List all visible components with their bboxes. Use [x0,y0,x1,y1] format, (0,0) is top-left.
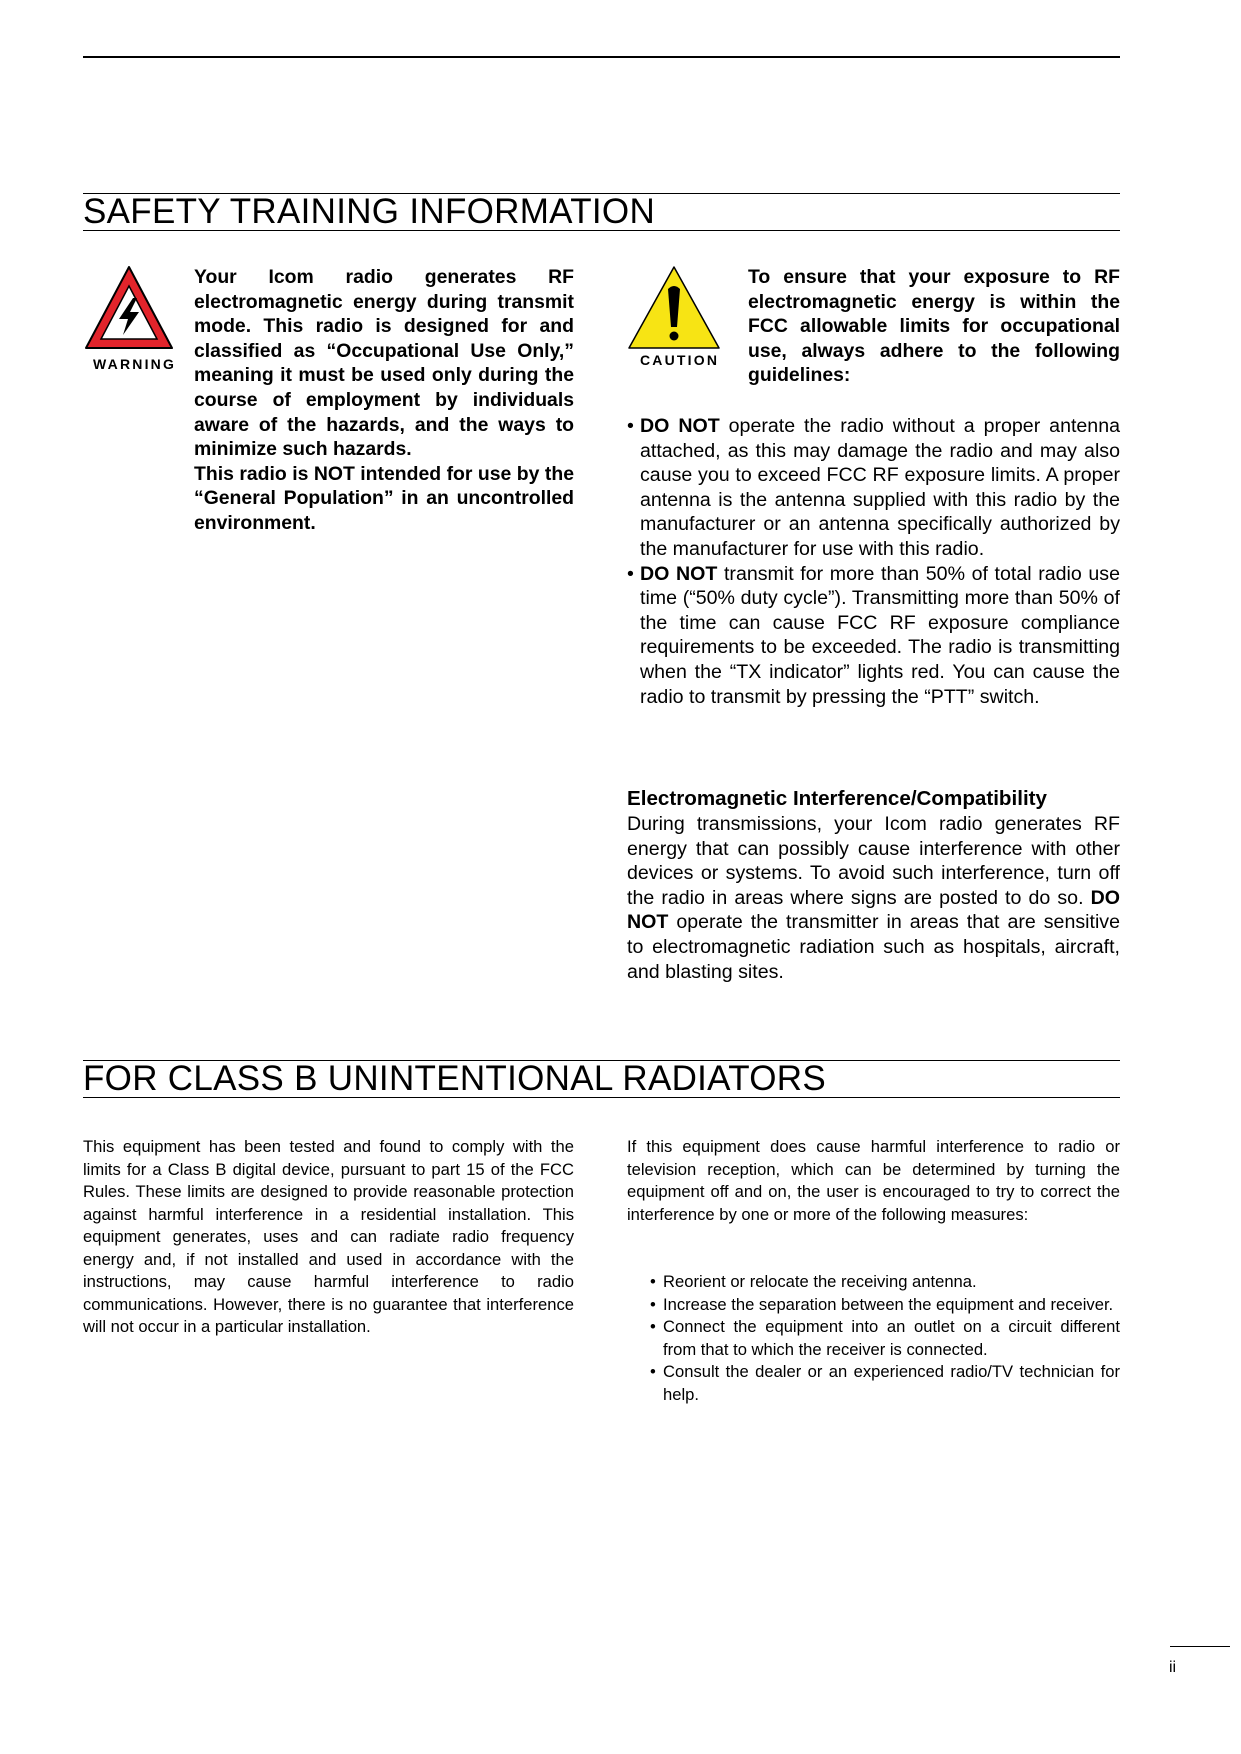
caution-label: CAUTION [640,352,720,368]
caution-icon [626,264,722,352]
top-rule [83,56,1120,58]
bullet-text: operate the radio without a proper antenna attached, as this may damage the radio and may also cause you to exceed FCC RF exposure limits. A proper antenna is the antenna supplied with this radio by the manufacturer or an antenna specifically authorized by the manufacturer for use with this radio. [640,415,1121,560]
warning-label: WARNING [93,356,177,372]
measure-text: Increase the separation between the equipment and receiver. [663,1294,1114,1314]
do-not-emphasis: DO NOT [627,886,1120,934]
class-b-measures [650,1271,1120,1406]
measure-text: Reorient or relocate the receiving antenna. [663,1272,977,1291]
emi-text: operate the transmitter in areas that are sensitive to electromagnetic radiation such as hospitals, aircraft, and blasting sites. [627,911,1120,983]
warning-icon [83,264,175,352]
list-item: • Consult the dealer or an experienced radio/TV technician for help. [650,1362,1120,1404]
emi-heading: Electromagnetic Interference/Compatibility [627,787,1047,810]
warning-text [194,265,574,536]
page-number: ii [1169,1659,1177,1676]
do-not-emphasis: DO NOT [640,562,718,585]
caution-intro: To ensure that your exposure to RF electromagnetic energy is within the FCC allowable limits for occupational use, always adhere to the following guidelines: [748,266,1120,387]
class-b-right-paragraph: If this equipment does cause harmful interference to radio or television reception, which can be determined by turning the equipment off and on, the user is encouraged to try to correct the interference by one or more of the following measures: [627,1137,1120,1224]
warning-paragraph: This radio is NOT intended for use by the “General Population” in an uncontrolled environment. [194,462,574,534]
class-b-section-title: FOR CLASS B UNINTENTIONAL RADIATORS [83,1060,1120,1098]
measure-text: Connect the equipment into an outlet on a circuit different from that to which the receiver is connected. [663,1317,1120,1359]
list-item: • Reorient or relocate the receiving antenna. [650,1272,977,1291]
list-item: • Connect the equipment into an outlet on a circuit different from that to which the receiver is connected. [650,1317,1120,1359]
safety-section-title: SAFETY TRAINING INFORMATION [83,193,1120,231]
list-item: • DO NOT operate the radio without a proper antenna attached, as this may damage the radio and may also cause you to exceed FCC RF exposure limits. A proper antenna is the antenna supplied with this radio by the manufacturer or an antenna specifically authorized by the manufacturer for use with this radio. [627,415,1121,560]
list-item: • Increase the separation between the equipment and receiver. [650,1294,1114,1314]
do-not-emphasis: DO NOT [640,415,720,437]
emi-paragraph [627,812,1120,984]
caution-guidelines [627,414,1120,709]
emi-text: During transmissions, your Icom radio generates RF energy that can possibly cause interference with other devices or systems. To avoid such interference, turn off the radio in areas where signs are posted to do so. [627,813,1120,909]
page-number-rule [1170,1646,1230,1647]
bullet-text: transmit for more than 50% of total radio use time (“50% duty cycle”). Transmitting more than 50% of the time can cause FCC RF exposure compliance requirements to be exceeded. The radio is transmitting when the “TX indicator” lights red. You can cause the radio to transmit by pressing the “PTT” switch. [640,562,1120,708]
class-b-left-paragraph: This equipment has been tested and found to comply with the limits for a Class B digital device, pursuant to part 15 of the FCC Rules. These limits are designed to provide reasonable protection against harmful interference in a residential installation. This equipment generates, uses and can radiate radio frequency energy and, if not installed and used in accordance with the instructions, may cause harmful interference to radio communications. However, there is no guarantee that interference will not occur in a particular installation. [83,1137,574,1336]
list-item: • DO NOT transmit for more than 50% of total radio use time (“50% duty cycle”). Transmitting more than 50% of the time can cause FCC RF exposure compliance requirements to be exceeded. The radio is transmitting when the “TX indicator” lights red. You can cause the radio to transmit by pressing the “PTT” switch. [627,562,1120,708]
warning-paragraph: Your Icom radio generates RF electromagnetic energy during transmit mode. This radio is designed for and classified as “Occupational Use Only,” meaning it must be used only during the course of employment by individuals aware of the hazards, and the ways to minimize such hazards. [194,266,574,461]
measure-text: Consult the dealer or an experienced radio/TV technician for help. [663,1362,1120,1404]
